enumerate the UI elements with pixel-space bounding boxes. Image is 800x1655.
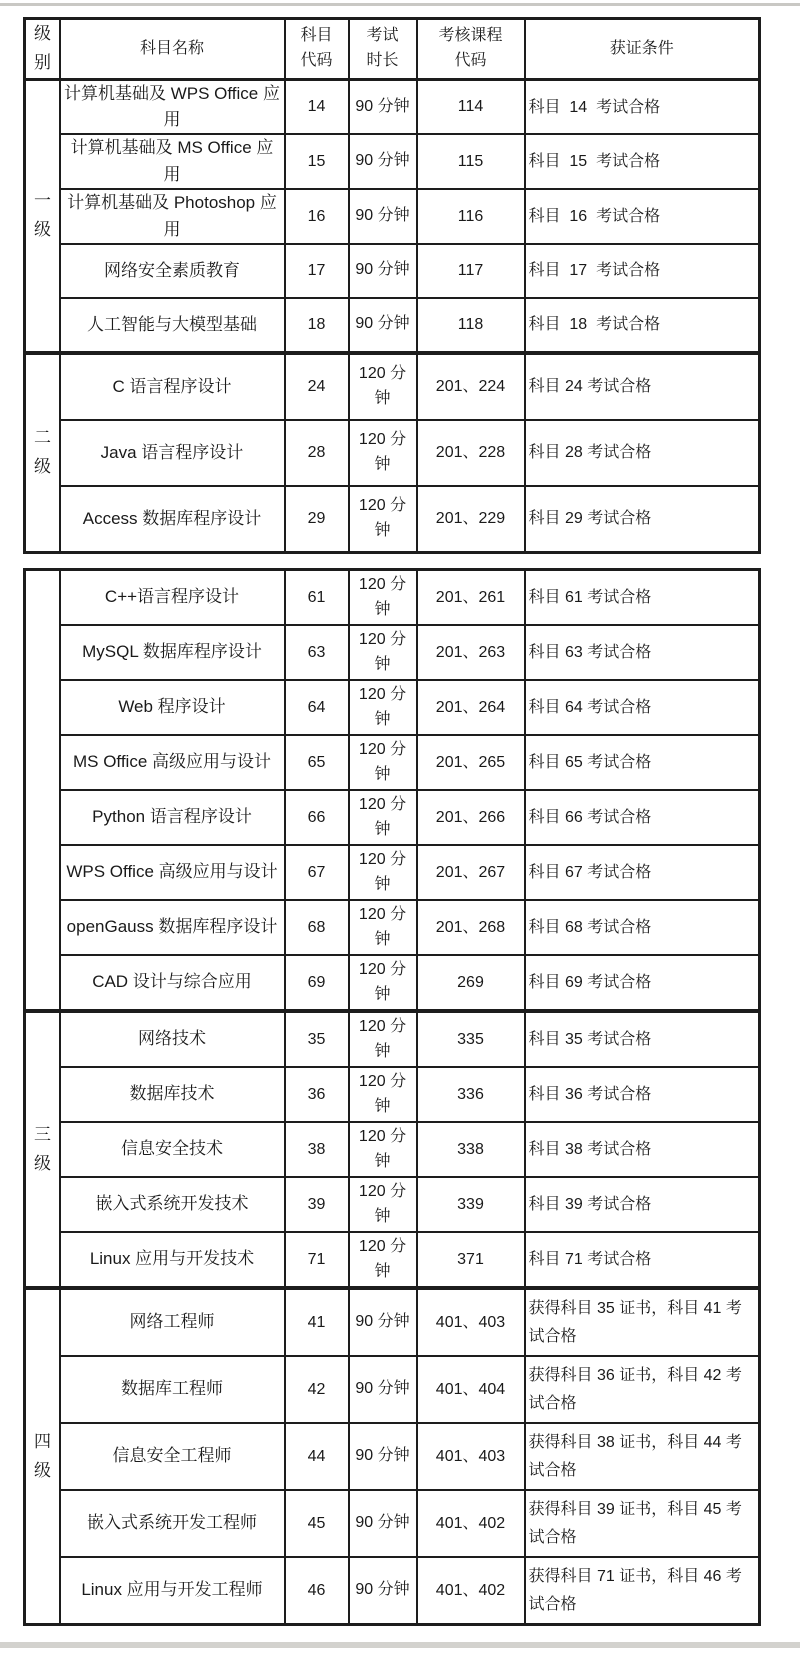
subject-name-cell: C++语言程序设计 xyxy=(60,570,285,626)
level-label-cell xyxy=(25,570,60,1012)
table-row xyxy=(25,486,760,553)
certificate-condition-cell: 获得科目 71 证书，科目 46 考试合格 xyxy=(525,1557,760,1625)
certificate-condition-cell: 科目 38 考试合格 xyxy=(525,1122,760,1177)
subject-code-cell: 42 xyxy=(285,1356,349,1423)
subject-code-cell: 14 xyxy=(285,79,349,134)
subject-name-cell: 计算机基础及 MS Office 应用 xyxy=(60,134,285,189)
subject-code-cell: 17 xyxy=(285,244,349,298)
table-row xyxy=(25,189,760,244)
subject-code-cell: 67 xyxy=(285,845,349,900)
table-row xyxy=(25,1557,760,1625)
certificate-condition-cell: 科目 16 考试合格 xyxy=(525,189,760,244)
course-codes-cell: 116 xyxy=(417,189,525,244)
exam-subjects-table-upper xyxy=(23,17,761,554)
certificate-condition-cell: 科目 68 考试合格 xyxy=(525,900,760,955)
table-row xyxy=(25,134,760,189)
course-codes-cell: 401、403 xyxy=(417,1288,525,1356)
subject-name-cell: 数据库工程师 xyxy=(60,1356,285,1423)
subject-name-cell: 网络安全素质教育 xyxy=(60,244,285,298)
table-row xyxy=(25,680,760,735)
subject-code-cell: 35 xyxy=(285,1011,349,1067)
course-codes-cell: 114 xyxy=(417,79,525,134)
subject-name-cell: Linux 应用与开发技术 xyxy=(60,1232,285,1288)
certificate-condition-cell: 获得科目 36 证书，科目 42 考试合格 xyxy=(525,1356,760,1423)
subject-code-cell: 64 xyxy=(285,680,349,735)
table-row xyxy=(25,298,760,353)
exam-duration-cell: 120 分钟 xyxy=(349,1122,417,1177)
subject-code-cell: 39 xyxy=(285,1177,349,1232)
subject-code-cell: 24 xyxy=(285,353,349,420)
exam-duration-cell: 120 分钟 xyxy=(349,1067,417,1122)
course-codes-cell: 338 xyxy=(417,1122,525,1177)
subject-code-cell: 65 xyxy=(285,735,349,790)
exam-duration-cell: 120 分钟 xyxy=(349,1232,417,1288)
exam-duration-cell: 120 分钟 xyxy=(349,790,417,845)
subject-code-cell: 18 xyxy=(285,298,349,353)
certificate-condition-cell: 科目 14 考试合格 xyxy=(525,79,760,134)
certificate-condition-cell: 科目 18 考试合格 xyxy=(525,298,760,353)
subject-code-cell: 69 xyxy=(285,955,349,1011)
subject-code-cell: 63 xyxy=(285,625,349,680)
subject-name-cell: 网络工程师 xyxy=(60,1288,285,1356)
course-codes-cell: 201、224 xyxy=(417,353,525,420)
course-codes-cell: 401、404 xyxy=(417,1356,525,1423)
subject-name-cell: openGauss 数据库程序设计 xyxy=(60,900,285,955)
subject-name-cell: Linux 应用与开发工程师 xyxy=(60,1557,285,1625)
exam-duration-cell: 120 分钟 xyxy=(349,955,417,1011)
table-row xyxy=(25,1122,760,1177)
subject-code-cell: 45 xyxy=(285,1490,349,1557)
header-subject-name: 科目名称 xyxy=(60,19,285,80)
subject-name-cell: 计算机基础及 Photoshop 应用 xyxy=(60,189,285,244)
scan-artifact-line-bottom xyxy=(0,1642,800,1648)
exam-duration-cell: 120 分钟 xyxy=(349,845,417,900)
course-codes-cell: 401、402 xyxy=(417,1490,525,1557)
exam-duration-cell: 90 分钟 xyxy=(349,1288,417,1356)
certificate-condition-cell: 科目 24 考试合格 xyxy=(525,353,760,420)
subject-code-cell: 68 xyxy=(285,900,349,955)
exam-duration-cell: 120 分钟 xyxy=(349,625,417,680)
course-codes-cell: 201、229 xyxy=(417,486,525,553)
certificate-condition-cell: 科目 67 考试合格 xyxy=(525,845,760,900)
header-certificate-condition: 获证条件 xyxy=(525,19,760,80)
subject-code-cell: 15 xyxy=(285,134,349,189)
subject-name-cell: 嵌入式系统开发技术 xyxy=(60,1177,285,1232)
subject-code-cell: 41 xyxy=(285,1288,349,1356)
course-codes-cell: 401、402 xyxy=(417,1557,525,1625)
table-row xyxy=(25,1356,760,1423)
header-course-codes xyxy=(417,19,525,80)
level-label-cell: 二级 xyxy=(25,353,60,553)
certificate-condition-cell: 科目 66 考试合格 xyxy=(525,790,760,845)
table-row xyxy=(25,1067,760,1122)
exam-duration-cell: 90 分钟 xyxy=(349,189,417,244)
header-subject-code-line1: 科目 xyxy=(300,27,333,45)
subject-name-cell: MySQL 数据库程序设计 xyxy=(60,625,285,680)
table-row xyxy=(25,1288,760,1356)
certificate-condition-cell: 科目 29 考试合格 xyxy=(525,486,760,553)
subject-name-cell: MS Office 高级应用与设计 xyxy=(60,735,285,790)
table-row xyxy=(25,735,760,790)
course-codes-cell: 335 xyxy=(417,1011,525,1067)
table-row xyxy=(25,1177,760,1232)
certificate-condition-cell: 科目 28 考试合格 xyxy=(525,420,760,486)
subject-name-cell: 信息安全技术 xyxy=(60,1122,285,1177)
subject-name-cell: 计算机基础及 WPS Office 应用 xyxy=(60,79,285,134)
table-row xyxy=(25,1423,760,1490)
course-codes-cell: 201、265 xyxy=(417,735,525,790)
exam-duration-cell: 90 分钟 xyxy=(349,1557,417,1625)
course-codes-cell: 339 xyxy=(417,1177,525,1232)
subject-code-cell: 28 xyxy=(285,420,349,486)
course-codes-cell: 201、266 xyxy=(417,790,525,845)
table-row xyxy=(25,1011,760,1067)
subject-name-cell: WPS Office 高级应用与设计 xyxy=(60,845,285,900)
header-exam-duration-line2: 时长 xyxy=(366,51,399,69)
table-row xyxy=(25,955,760,1011)
subject-code-cell: 36 xyxy=(285,1067,349,1122)
certificate-condition-cell: 获得科目 35 证书，科目 41 考试合格 xyxy=(525,1288,760,1356)
table-row xyxy=(25,353,760,420)
subject-name-cell: Java 语言程序设计 xyxy=(60,420,285,486)
subject-name-cell: 数据库技术 xyxy=(60,1067,285,1122)
header-course-codes-line2: 代码 xyxy=(454,51,487,69)
certificate-condition-cell: 科目 17 考试合格 xyxy=(525,244,760,298)
exam-duration-cell: 90 分钟 xyxy=(349,134,417,189)
exam-duration-cell: 90 分钟 xyxy=(349,79,417,134)
subject-code-cell: 66 xyxy=(285,790,349,845)
course-codes-cell: 269 xyxy=(417,955,525,1011)
subject-code-cell: 71 xyxy=(285,1232,349,1288)
certificate-condition-cell: 科目 15 考试合格 xyxy=(525,134,760,189)
subject-name-cell: 网络技术 xyxy=(60,1011,285,1067)
exam-duration-cell: 120 分钟 xyxy=(349,420,417,486)
certificate-condition-cell: 科目 65 考试合格 xyxy=(525,735,760,790)
exam-duration-cell: 120 分钟 xyxy=(349,735,417,790)
exam-duration-cell: 120 分钟 xyxy=(349,900,417,955)
subject-code-cell: 29 xyxy=(285,486,349,553)
course-codes-cell: 201、268 xyxy=(417,900,525,955)
table-row xyxy=(25,1232,760,1288)
exam-subjects-table-lower xyxy=(23,568,761,1626)
subject-name-cell: Web 程序设计 xyxy=(60,680,285,735)
certificate-condition-cell: 科目 71 考试合格 xyxy=(525,1232,760,1288)
header-course-codes-line1: 考核课程 xyxy=(438,27,503,45)
course-codes-cell: 336 xyxy=(417,1067,525,1122)
certificate-condition-cell: 科目 63 考试合格 xyxy=(525,625,760,680)
exam-duration-cell: 120 分钟 xyxy=(349,680,417,735)
exam-duration-cell: 90 分钟 xyxy=(349,1356,417,1423)
table-levels-1-2 xyxy=(23,17,761,554)
exam-duration-cell: 90 分钟 xyxy=(349,298,417,353)
subject-code-cell: 44 xyxy=(285,1423,349,1490)
certificate-condition-cell: 科目 35 考试合格 xyxy=(525,1011,760,1067)
header-row xyxy=(25,19,760,80)
certificate-condition-cell: 科目 39 考试合格 xyxy=(525,1177,760,1232)
course-codes-cell: 201、228 xyxy=(417,420,525,486)
table-row xyxy=(25,845,760,900)
subject-code-cell: 61 xyxy=(285,570,349,626)
header-level: 级别 xyxy=(25,19,60,80)
subject-code-cell: 38 xyxy=(285,1122,349,1177)
subject-name-cell: 嵌入式系统开发工程师 xyxy=(60,1490,285,1557)
course-codes-cell: 371 xyxy=(417,1232,525,1288)
table-row xyxy=(25,625,760,680)
subject-name-cell: Python 语言程序设计 xyxy=(60,790,285,845)
exam-duration-cell: 120 分钟 xyxy=(349,1011,417,1067)
course-codes-cell: 201、261 xyxy=(417,570,525,626)
exam-duration-cell: 120 分钟 xyxy=(349,1177,417,1232)
header-exam-duration-line1: 考试 xyxy=(366,27,399,45)
certificate-condition-cell: 科目 69 考试合格 xyxy=(525,955,760,1011)
subject-code-cell: 16 xyxy=(285,189,349,244)
course-codes-cell: 401、403 xyxy=(417,1423,525,1490)
table-row xyxy=(25,244,760,298)
header-exam-duration xyxy=(349,19,417,80)
exam-duration-cell: 90 分钟 xyxy=(349,1423,417,1490)
course-codes-cell: 115 xyxy=(417,134,525,189)
level-label-cell: 一级 xyxy=(25,79,60,353)
course-codes-cell: 201、264 xyxy=(417,680,525,735)
subject-name-cell: 人工智能与大模型基础 xyxy=(60,298,285,353)
scan-artifact-line-top xyxy=(0,3,800,6)
level-label-cell: 四级 xyxy=(25,1288,60,1625)
subject-name-cell: 信息安全工程师 xyxy=(60,1423,285,1490)
exam-duration-cell: 120 分钟 xyxy=(349,486,417,553)
header-subject-code-line2: 代码 xyxy=(300,51,333,69)
subject-code-cell: 46 xyxy=(285,1557,349,1625)
course-codes-cell: 201、267 xyxy=(417,845,525,900)
certificate-condition-cell: 科目 64 考试合格 xyxy=(525,680,760,735)
table-row xyxy=(25,570,760,626)
exam-duration-cell: 90 分钟 xyxy=(349,244,417,298)
table-levels-2-3-4 xyxy=(23,568,761,1626)
subject-name-cell: CAD 设计与综合应用 xyxy=(60,955,285,1011)
level-label-cell: 三级 xyxy=(25,1011,60,1288)
certificate-condition-cell: 科目 36 考试合格 xyxy=(525,1067,760,1122)
exam-duration-cell: 120 分钟 xyxy=(349,570,417,626)
table-row xyxy=(25,1490,760,1557)
certificate-condition-cell: 获得科目 39 证书，科目 45 考试合格 xyxy=(525,1490,760,1557)
certificate-condition-cell: 获得科目 38 证书，科目 44 考试合格 xyxy=(525,1423,760,1490)
course-codes-cell: 118 xyxy=(417,298,525,353)
subject-name-cell: Access 数据库程序设计 xyxy=(60,486,285,553)
table-row xyxy=(25,790,760,845)
header-subject-code xyxy=(285,19,349,80)
certificate-condition-cell: 科目 61 考试合格 xyxy=(525,570,760,626)
table-row xyxy=(25,900,760,955)
table-row xyxy=(25,420,760,486)
subject-name-cell: C 语言程序设计 xyxy=(60,353,285,420)
course-codes-cell: 117 xyxy=(417,244,525,298)
exam-duration-cell: 120 分钟 xyxy=(349,353,417,420)
table-row xyxy=(25,79,760,134)
course-codes-cell: 201、263 xyxy=(417,625,525,680)
exam-duration-cell: 90 分钟 xyxy=(349,1490,417,1557)
